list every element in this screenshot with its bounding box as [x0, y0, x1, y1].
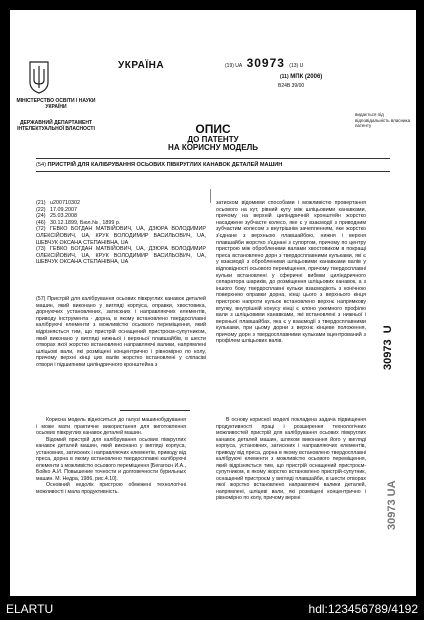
claim-left	[36, 296, 206, 369]
class-code: B24B 39/00	[278, 83, 305, 89]
doc-title: ОПИС	[195, 122, 231, 136]
doc-subtitle: ДО ПАТЕНТУ	[187, 135, 239, 144]
bibliography	[36, 200, 206, 266]
doc-prefix: (19) UA	[225, 63, 243, 69]
ipc-label: МПК (2006)	[290, 74, 323, 80]
invention-title	[36, 162, 282, 168]
ipc-class	[280, 74, 322, 80]
invention-title-code: (54)	[36, 162, 46, 168]
responsibility-stamp: видається під відповідальність власника патенту	[355, 112, 411, 128]
side-number: 30973 U	[382, 325, 394, 370]
claim-code: (57)	[36, 296, 46, 302]
footer-right: hdl:123456789/4192	[308, 602, 418, 616]
footer	[0, 600, 424, 620]
doc-kind: (13) U	[289, 63, 304, 69]
description-right	[216, 417, 366, 502]
paragraph: Корисна модель відноситься до галузі машинобудування і може мати практичне використання для виготовлення осьових півкруглих канавок деталей машин.	[36, 417, 186, 436]
doc-number: 30973	[246, 56, 285, 70]
bib-row: (22) 17.09.2007	[36, 206, 77, 213]
paragraph: В основу корисної моделі покладена задача підвищення продуктивності праці і розширення технологічних можливостей пристрій для калібрування осьових півкруглих канавок деталей машин, шляхом виконання його у вигляді корпуса, установних, затискних і направляючих елементів, приводу від преса, дорна в якому встановлено твердосплавні калібруючі елементи з можливістю осьового переміщення, який відрізняється тим, що пристрій оснащений пристроєм-супутником, в якому жорстко встановлено пристрій-супутник, оснащений пристроєм у вигляді плавшайби, в шести отворах якої жорстко встановлено направляючі валики деталей, напрямлені, шліцеві вали, які розміщені концентрично і рівномірно по колу, причому верхні	[216, 417, 366, 501]
paragraph: Відомий пристрій для калібрування осьових півкруглих канавок деталей машин, який виконано у вигляді корпуса, установних, затискних і направляючих елементів, приводу від преса, дорна в якому встановлено твердосплавні калібруючі елементи з можливістю осьового переміщення [Бегагоєн И.А., Бойко А.И. Повышение точности и долговечности бурильных машин. М. Недра, 1986, рис.4.10].	[36, 436, 187, 482]
paragraph: Основний недолік пристрою обмежені технологічні можливості і мала продуктивність.	[36, 482, 186, 495]
trident-emblem-icon	[28, 60, 50, 94]
ministry-name: МІНІСТЕРСТВО ОСВІТИ І НАУКИ УКРАЇНИ	[16, 98, 96, 110]
invention-title-text: ПРИСТРІЙ ДЛЯ КАЛІБРУВАННЯ ОСЬОВИХ ПІВКРУГЛИХ КАНАВОК ДЕТАЛЕЙ МАШИН	[47, 162, 283, 168]
patent-number	[225, 56, 303, 70]
footer-left: ELARTU	[6, 602, 54, 616]
ipc-code: (11)	[280, 74, 289, 80]
claim-left-text: Пристрій для калібрування осьових півкруглих канавок деталей машин, який виконано у вигляді корпуса, оправки, хвостовика, дорнуючих установлених, затискних і направляючих елементів, приводу інструмента - дорна, в якому встановлено твердосплавні калібруючі елементи з можливістю осьового переміщення, який відрізняється тим, що пристрій оснащений пристроєм-супутником, який виконано у вигляді нижньої і верхньої плавшайбів, в шести отворах якої жорстко встановлено направляючі валики, напрямлені шліцьові вали, які розміщені концентрично і рівномірно по колу, причому верхні кінці цих валів жорстко встановлені у сліпасіві отвори і підшипники циліндричного кронштейна з	[36, 296, 206, 368]
divider	[36, 171, 390, 172]
bib-row: (21) u200710302	[36, 200, 80, 206]
bib-row: (46) 30.12.1899, Бюл.№ , 1899 р.	[36, 219, 121, 226]
department-name: ДЕРЖАВНИЙ ДЕПАРТАМЕНТ ІНТЕЛЕКТУАЛЬНОЇ ВЛАСНОСТІ	[17, 120, 95, 132]
claim-right: затиском відомими способами і можливістю провертання осьового на кут, рівний куту між шліцьовими канавками, причому на верхній циліндричній кронштейн жорстко насаджене зубчасте колесо, яке є у взаємодії з приводним зубчастим колесом з внутрішнім зачепленням, яке жорстко з'єднане з верхньою плавшайбою, нижня і верхня плавшайби жорстко з'єднані з супортом, причому по центру пристрою між обробленими валами хвостовиком в покращі преса встановлено дорн з твердосплавними кульками, які є у взаємодії з обробленими шліцьовими канавками валів у відповідності осьового переміщення, причому твердосплавні кульки встановлені у сферичні вибмки циліндричного сепаратора шариків, до розміщення шліцьових канавок, а з іншого боку твердосплавні кульки взаємодіють з конічною поверхнею оправки дорна, кінці цього з верхнього кінця пристрою напроти кульок встановлено верхнє напрямкову втулку, внутрішній конусу кінці є клоно ужемного профілю вали з шліцьовими канавками, які встановлені з нижньої і верхньої плавшайбах, яка є у взаємодії з твердосплавними кульками, при цьому дорни з верхнє кінцеве положення, причому дорн з твердосплавними кульками вцентрований з профілем шліцьових валів.	[216, 200, 366, 345]
bib-row: (72) ГЕВКО БОГДАН МАТВІЙОВИЧ, UA, ДЗЮРА ВОЛОДИМИР ОЛЕКСІЙОВИЧ, UA, КРУК ВОЛОДИМИР ВАСИЛЬОВИЧ, UA, ШЕВЧУК ОКСАНА СТЕПАНІВНА, UA	[36, 226, 206, 246]
patent-page	[10, 10, 416, 596]
side-number-faded: 30973 UA	[386, 480, 398, 530]
doc-subtitle-2: НА КОРИСНУ МОДЕЛЬ	[168, 143, 258, 152]
country-name: УКРАЇНА	[118, 60, 165, 71]
description-left	[36, 417, 186, 495]
bib-row: (73) ГЕВКО БОГДАН МАТВІЙОВИЧ, UA, ДЗЮРА ВОЛОДИМИР ОЛЕКСІЙОВИЧ, UA, КРУК ВОЛОДИМИР ВАСИЛЬОВИЧ, UA, ШЕВЧУК ОКСАНА СТЕПАНІВНА, UA	[36, 246, 206, 266]
column-separator	[210, 189, 211, 203]
divider	[120, 410, 190, 411]
bib-row: (24) 25.03.2008	[36, 213, 77, 220]
divider	[36, 158, 390, 159]
